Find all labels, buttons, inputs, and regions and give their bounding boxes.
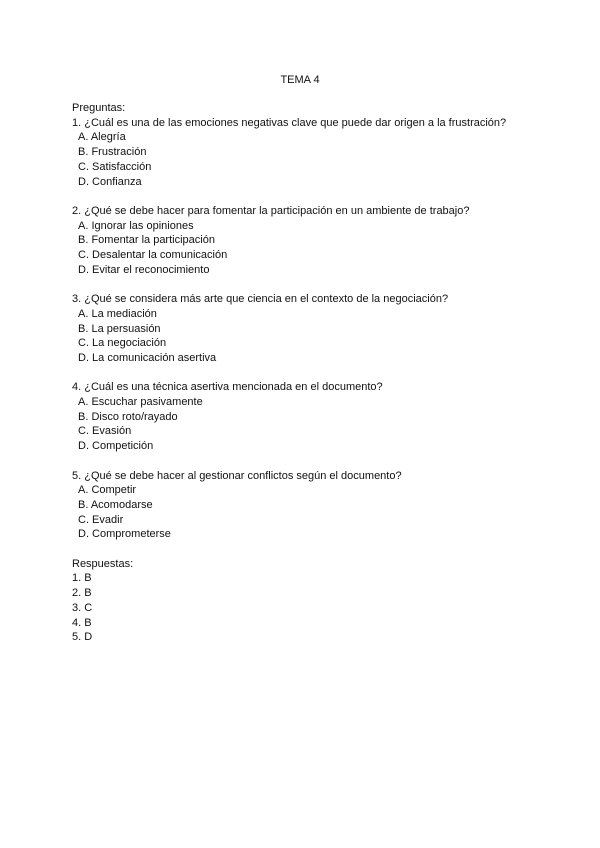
question-text: 3. ¿Qué se considera más arte que ciencia en el contexto de la negociación?: [72, 293, 449, 306]
spacer: [72, 366, 572, 381]
respuestas-label: Respuestas:: [72, 557, 134, 570]
question-text: 1. ¿Cuál es una de las emociones negativas clave que puede dar origen a la frustración?: [72, 116, 507, 129]
option-d: D. Confianza: [78, 175, 142, 188]
spacer: [72, 277, 572, 292]
question-block-1: [72, 116, 572, 190]
option-a: A. Alegría: [78, 131, 126, 144]
option-a: A. Competir: [78, 484, 137, 497]
question-block-4: [72, 380, 572, 454]
option-c: C. La negociación: [78, 337, 167, 350]
answer-item: 2. B: [72, 587, 92, 600]
option-b: B. La persuasión: [78, 322, 161, 335]
option-c: C. Evadir: [78, 513, 124, 526]
preguntas-label: Preguntas:: [72, 102, 126, 114]
answer-item: 4. B: [72, 616, 92, 629]
option-b: B. Frustración: [78, 146, 147, 159]
option-b: B. Acomodarse: [78, 498, 153, 511]
option-c: C. Satisfacción: [78, 160, 152, 173]
answers-list: [72, 571, 572, 645]
option-d: D. La comunicación asertiva: [78, 351, 217, 364]
question-text: 4. ¿Cuál es una técnica asertiva mencionada en el documento?: [72, 381, 383, 394]
option-b: B. Fomentar la participación: [78, 234, 215, 247]
question-text: 5. ¿Qué se debe hacer al gestionar conflictos según el documento?: [72, 469, 402, 482]
answer-item: 1. B: [72, 572, 92, 585]
option-a: A. Ignorar las opiniones: [78, 219, 194, 232]
document-title: TEMA 4: [280, 74, 320, 86]
option-c: C. Evasión: [78, 425, 132, 438]
option-d: D. Evitar el reconocimiento: [78, 263, 210, 276]
option-a: A. Escuchar pasivamente: [78, 396, 203, 409]
answer-item: 3. C: [72, 601, 93, 614]
option-d: D. Competición: [78, 440, 154, 453]
option-c: C. Desalentar la comunicación: [78, 249, 228, 262]
option-b: B. Disco roto/rayado: [78, 410, 178, 423]
option-a: A. La mediación: [78, 307, 157, 320]
option-d: D. Comprometerse: [78, 528, 171, 541]
question-text: 2. ¿Qué se debe hacer para fomentar la participación en un ambiente de trabajo?: [72, 204, 470, 217]
spacer: [72, 454, 572, 469]
question-block-2: [72, 204, 572, 278]
answer-item: 5. D: [72, 631, 93, 644]
question-block-3: [72, 292, 572, 366]
question-block-5: [72, 469, 572, 543]
spacer: [72, 189, 572, 204]
document-body: [72, 101, 572, 645]
spacer: [72, 542, 572, 557]
